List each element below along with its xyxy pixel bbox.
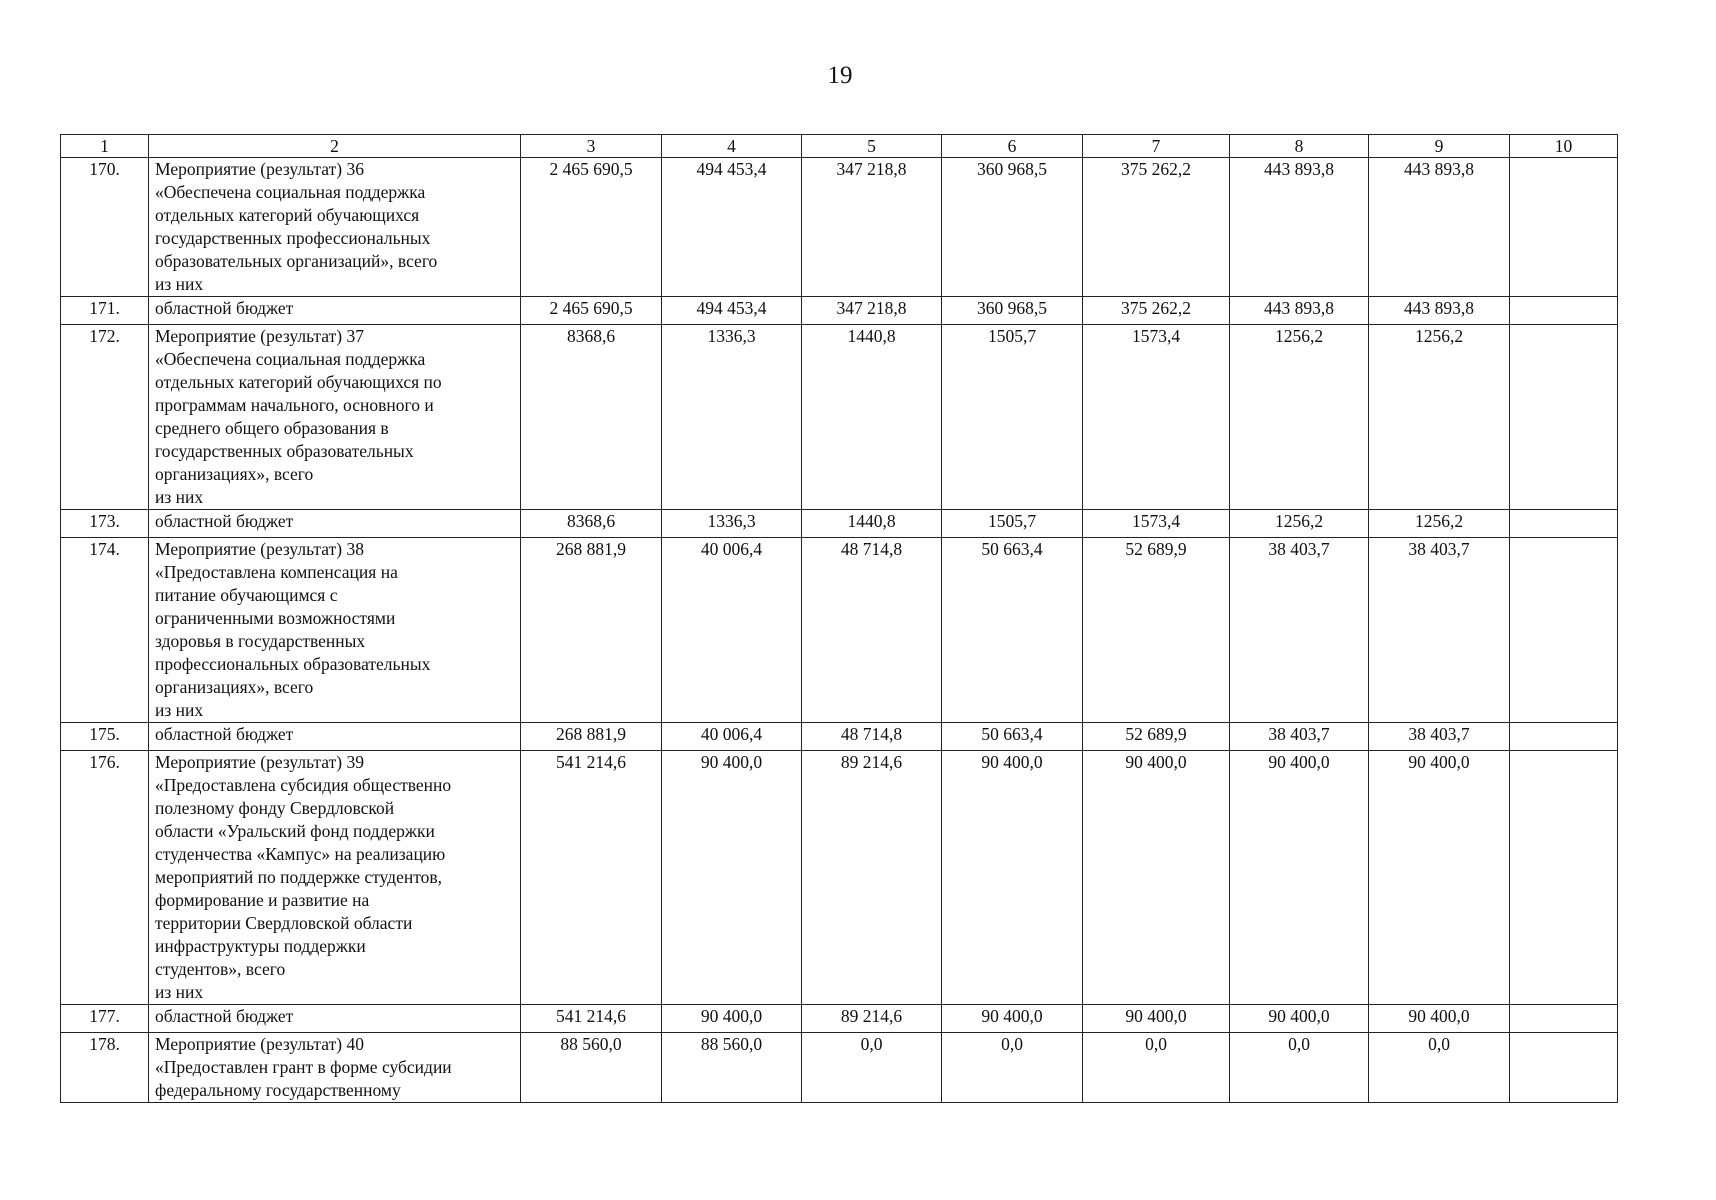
- row-description: [149, 158, 521, 297]
- value-cell: 38 403,7: [1369, 538, 1510, 723]
- description-line: среднего общего образования в: [155, 418, 389, 438]
- value-cell: 2 465 690,5: [521, 158, 662, 297]
- value-cell: 1256,2: [1369, 510, 1510, 538]
- value-cell: 90 400,0: [1369, 751, 1510, 1005]
- row-description: [149, 297, 521, 325]
- description-line: профессиональных образовательных: [155, 654, 431, 674]
- value-cell: 2 465 690,5: [521, 297, 662, 325]
- value-cell: 360 968,5: [942, 297, 1083, 325]
- description-line: мероприятий по поддержке студентов,: [155, 867, 443, 887]
- value-cell: [1510, 723, 1618, 751]
- row-number: 177.: [61, 1005, 149, 1033]
- value-cell: 1336,3: [662, 510, 802, 538]
- value-cell: [1510, 1033, 1618, 1103]
- value-cell: 40 006,4: [662, 538, 802, 723]
- value-cell: 347 218,8: [802, 158, 942, 297]
- row-number: 171.: [61, 297, 149, 325]
- value-cell: 89 214,6: [802, 751, 942, 1005]
- value-cell: 375 262,2: [1083, 297, 1230, 325]
- value-cell: 90 400,0: [1083, 751, 1230, 1005]
- column-header: 2: [149, 135, 521, 158]
- description-line: здоровья в государственных: [155, 631, 366, 651]
- description-line: студенчества «Кампус» на реализацию: [155, 844, 446, 864]
- value-cell: 50 663,4: [942, 538, 1083, 723]
- description-line: инфраструктуры поддержки: [155, 936, 366, 956]
- value-cell: [1510, 158, 1618, 297]
- value-cell: 8368,6: [521, 325, 662, 510]
- value-cell: 443 893,8: [1369, 297, 1510, 325]
- value-cell: 268 881,9: [521, 723, 662, 751]
- value-cell: 541 214,6: [521, 1005, 662, 1033]
- row-number: 175.: [61, 723, 149, 751]
- description-line: формирование и развитие на: [155, 890, 370, 910]
- description-line: областной бюджет: [155, 511, 294, 531]
- value-cell: [1510, 751, 1618, 1005]
- value-cell: 0,0: [942, 1033, 1083, 1103]
- row-description: [149, 1005, 521, 1033]
- value-cell: 88 560,0: [662, 1033, 802, 1103]
- table-row: [61, 1033, 1618, 1103]
- row-description: [149, 723, 521, 751]
- column-header: 5: [802, 135, 942, 158]
- value-cell: 52 689,9: [1083, 538, 1230, 723]
- row-number: 170.: [61, 158, 149, 297]
- value-cell: 443 893,8: [1369, 158, 1510, 297]
- value-cell: 494 453,4: [662, 297, 802, 325]
- description-line: полезному фонду Свердловской: [155, 798, 395, 818]
- table-row: [61, 158, 1618, 297]
- description-line: организациях», всего: [155, 677, 314, 697]
- table-row: [61, 297, 1618, 325]
- description-line: «Обеспечена социальная поддержка: [155, 182, 426, 202]
- description-line: из них: [155, 700, 204, 720]
- description-line: «Обеспечена социальная поддержка: [155, 349, 426, 369]
- value-cell: 494 453,4: [662, 158, 802, 297]
- value-cell: 1505,7: [942, 325, 1083, 510]
- value-cell: 443 893,8: [1230, 158, 1369, 297]
- description-line: организациях», всего: [155, 464, 314, 484]
- column-header: 8: [1230, 135, 1369, 158]
- value-cell: 268 881,9: [521, 538, 662, 723]
- description-line: области «Уральский фонд поддержки: [155, 821, 435, 841]
- description-line: областной бюджет: [155, 724, 294, 744]
- row-description: [149, 510, 521, 538]
- value-cell: [1510, 510, 1618, 538]
- description-line: из них: [155, 487, 204, 507]
- value-cell: 1440,8: [802, 510, 942, 538]
- value-cell: 90 400,0: [1230, 751, 1369, 1005]
- value-cell: [1510, 538, 1618, 723]
- page-number: 19: [827, 62, 853, 89]
- value-cell: 90 400,0: [942, 751, 1083, 1005]
- table-row: [61, 1005, 1618, 1033]
- value-cell: 1256,2: [1230, 325, 1369, 510]
- column-number-row: [61, 135, 1618, 158]
- value-cell: 443 893,8: [1230, 297, 1369, 325]
- value-cell: [1510, 1005, 1618, 1033]
- row-description: [149, 325, 521, 510]
- description-line: Мероприятие (результат) 38: [155, 539, 364, 559]
- table-row: [61, 510, 1618, 538]
- description-line: питание обучающимся с: [155, 585, 338, 605]
- value-cell: 0,0: [1230, 1033, 1369, 1103]
- description-line: государственных образовательных: [155, 441, 414, 461]
- description-line: образовательных организаций», всего: [155, 251, 438, 271]
- row-description: [149, 751, 521, 1005]
- table-row: [61, 325, 1618, 510]
- table-row: [61, 723, 1618, 751]
- row-description: [149, 538, 521, 723]
- description-line: ограниченными возможностями: [155, 608, 396, 628]
- value-cell: 8368,6: [521, 510, 662, 538]
- description-line: Мероприятие (результат) 37: [155, 326, 364, 346]
- table-row: [61, 538, 1618, 723]
- description-line: областной бюджет: [155, 1006, 294, 1026]
- value-cell: [1510, 325, 1618, 510]
- value-cell: 1573,4: [1083, 325, 1230, 510]
- description-line: отдельных категорий обучающихся: [155, 205, 420, 225]
- value-cell: 90 400,0: [942, 1005, 1083, 1033]
- description-line: Мероприятие (результат) 36: [155, 159, 364, 179]
- value-cell: 1256,2: [1369, 325, 1510, 510]
- value-cell: 360 968,5: [942, 158, 1083, 297]
- description-line: отдельных категорий обучающихся по: [155, 372, 442, 392]
- row-number: 174.: [61, 538, 149, 723]
- description-line: «Предоставлена субсидия общественно: [155, 775, 452, 795]
- column-header: 7: [1083, 135, 1230, 158]
- value-cell: 1440,8: [802, 325, 942, 510]
- value-cell: 1573,4: [1083, 510, 1230, 538]
- value-cell: [1510, 297, 1618, 325]
- value-cell: 0,0: [802, 1033, 942, 1103]
- value-cell: 52 689,9: [1083, 723, 1230, 751]
- value-cell: 88 560,0: [521, 1033, 662, 1103]
- table-body: [61, 158, 1618, 1103]
- row-number: 172.: [61, 325, 149, 510]
- row-number: 173.: [61, 510, 149, 538]
- value-cell: 48 714,8: [802, 538, 942, 723]
- value-cell: 1256,2: [1230, 510, 1369, 538]
- value-cell: 541 214,6: [521, 751, 662, 1005]
- description-line: «Предоставлена компенсация на: [155, 562, 398, 582]
- description-line: территории Свердловской области: [155, 913, 413, 933]
- value-cell: 0,0: [1083, 1033, 1230, 1103]
- description-line: программам начального, основного и: [155, 395, 434, 415]
- value-cell: 1505,7: [942, 510, 1083, 538]
- value-cell: 1336,3: [662, 325, 802, 510]
- value-cell: 50 663,4: [942, 723, 1083, 751]
- description-line: «Предоставлен грант в форме субсидии: [155, 1057, 452, 1077]
- value-cell: 38 403,7: [1230, 723, 1369, 751]
- description-line: из них: [155, 274, 204, 294]
- value-cell: 38 403,7: [1230, 538, 1369, 723]
- column-header: 1: [61, 135, 149, 158]
- column-header: 6: [942, 135, 1083, 158]
- value-cell: 90 400,0: [662, 1005, 802, 1033]
- value-cell: 48 714,8: [802, 723, 942, 751]
- value-cell: 90 400,0: [1230, 1005, 1369, 1033]
- value-cell: 90 400,0: [1369, 1005, 1510, 1033]
- table-row: [61, 751, 1618, 1005]
- description-line: государственных профессиональных: [155, 228, 431, 248]
- column-header: 4: [662, 135, 802, 158]
- value-cell: 40 006,4: [662, 723, 802, 751]
- column-header: 9: [1369, 135, 1510, 158]
- description-line: областной бюджет: [155, 298, 294, 318]
- description-line: Мероприятие (результат) 40: [155, 1034, 364, 1054]
- value-cell: 90 400,0: [662, 751, 802, 1005]
- column-header: 3: [521, 135, 662, 158]
- row-number: 178.: [61, 1033, 149, 1103]
- description-line: федеральному государственному: [155, 1080, 401, 1100]
- value-cell: 375 262,2: [1083, 158, 1230, 297]
- budget-table: [60, 134, 1618, 1103]
- description-line: из них: [155, 982, 204, 1002]
- value-cell: 89 214,6: [802, 1005, 942, 1033]
- value-cell: 90 400,0: [1083, 1005, 1230, 1033]
- description-line: студентов», всего: [155, 959, 286, 979]
- row-number: 176.: [61, 751, 149, 1005]
- column-header: 10: [1510, 135, 1618, 158]
- description-line: Мероприятие (результат) 39: [155, 752, 364, 772]
- value-cell: 0,0: [1369, 1033, 1510, 1103]
- value-cell: 347 218,8: [802, 297, 942, 325]
- value-cell: 38 403,7: [1369, 723, 1510, 751]
- row-description: [149, 1033, 521, 1103]
